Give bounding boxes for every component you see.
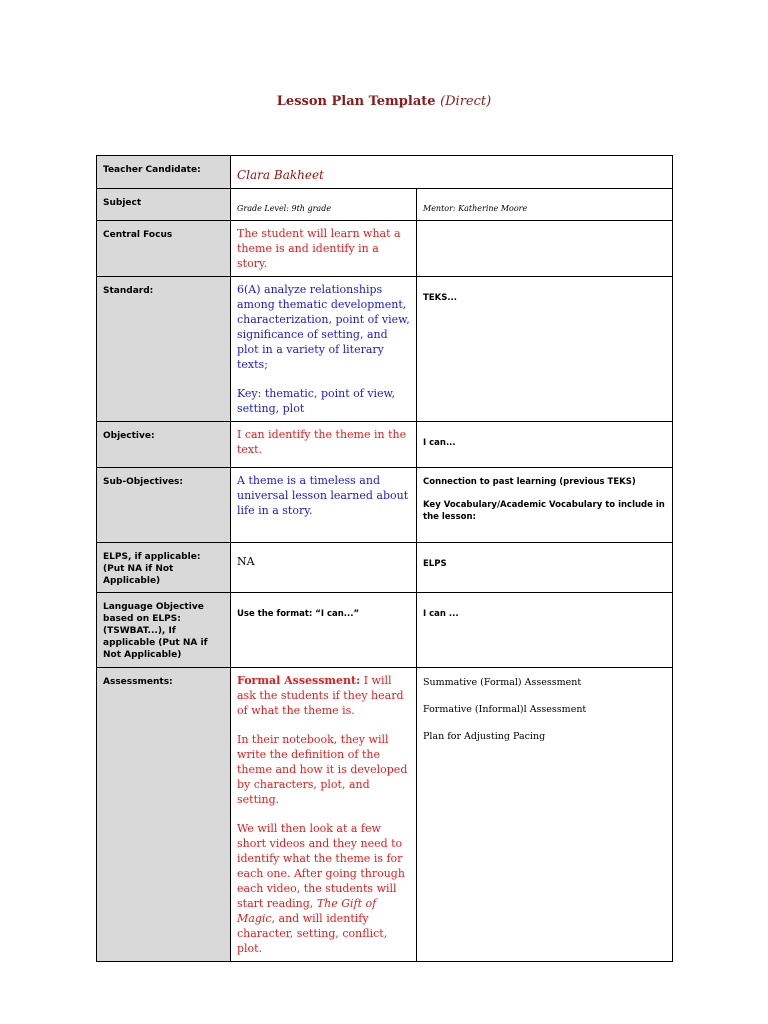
sub-objectives-text: A theme is a timeless and universal lesson learned about life in a story. [237, 474, 409, 517]
standard-text: 6(A) analyze relationships among thematic development, characterization, point of view, significance of setting, and plot in a variety of literary texts; [237, 283, 410, 371]
videos-text-a: We will then look at a few short videos and they need to identify what the theme is for each one. After going through each video, the students will start reading, [237, 822, 405, 910]
row-sub-objectives [97, 468, 673, 543]
notebook-text: In their notebook, they will write the definition of the theme and how it is developed by characters, plot, and setting. [237, 733, 408, 806]
label-central-focus: Central Focus [97, 221, 231, 277]
row-objective [97, 422, 673, 468]
language-objective-ican: I can ... [423, 609, 459, 619]
row-language-objective [97, 593, 673, 668]
key-vocabulary: Key Vocabulary/Academic Vocabulary to include in the lesson: [423, 500, 665, 522]
assessments-right [417, 668, 673, 962]
connection-past-learning: Connection to past learning (previous TEKS) [423, 477, 636, 487]
label-sub-objectives: Sub-Objectives: [97, 468, 231, 543]
page-title [0, 94, 768, 109]
teacher-name: Clara Bakheet [237, 168, 324, 182]
row-central-focus [97, 221, 673, 277]
objective-text: I can identify the theme in the text. [237, 428, 407, 456]
language-objective-text: Use the format: “I can...” [237, 609, 360, 619]
sub-objectives-cell [231, 468, 417, 543]
standard-cell [231, 277, 417, 422]
row-assessments [97, 668, 673, 962]
title-main: Lesson Plan Template [276, 94, 436, 109]
assessments-cell [231, 668, 417, 962]
mentor-cell [417, 189, 673, 221]
row-subject [97, 189, 673, 221]
objective-ican: I can... [423, 438, 456, 448]
central-focus-text: The student will learn what a theme is and identify in a story. [237, 227, 401, 270]
teks-text: TEKS... [423, 293, 457, 303]
language-objective-right [417, 593, 673, 668]
elps-cell [231, 543, 417, 593]
pacing-plan: Plan for Adjusting Pacing [423, 731, 546, 742]
central-focus-cell [231, 221, 417, 277]
elps-value: NA [237, 555, 255, 568]
standard-key: Key: thematic, point of view, setting, plot [237, 387, 396, 415]
label-teacher: Teacher Candidate: [97, 156, 231, 189]
standard-right [417, 277, 673, 422]
central-focus-right [417, 221, 673, 277]
formal-assessment [237, 673, 410, 718]
label-subject: Subject [97, 189, 231, 221]
book-title: The Gift of Magic, [237, 897, 377, 925]
summative-assessment: Summative (Formal) Assessment [423, 677, 582, 688]
videos-text-b: and will identify character, setting, conflict, plot. [237, 912, 388, 955]
label-objective: Objective: [97, 422, 231, 468]
row-teacher [97, 156, 673, 189]
elps-right-text: ELPS [423, 559, 447, 569]
mentor: Mentor: Katherine Moore [423, 204, 528, 213]
label-elps: ELPS, if applicable: (Put NA if Not Applicable) [97, 543, 231, 593]
label-assessments: Assessments: [97, 668, 231, 962]
label-language-objective: Language Objective based on ELPS: (TSWBAT...), If applicable (Put NA if Not Applicable) [97, 593, 231, 668]
objective-right [417, 422, 673, 468]
title-sub: (Direct) [440, 94, 492, 109]
formal-assessment-text: I will ask the students if they heard of what the theme is. [237, 674, 404, 717]
formative-assessment: Formative (Informal)l Assessment [423, 704, 587, 715]
grade-cell [231, 189, 417, 221]
objective-cell [231, 422, 417, 468]
language-objective-cell [231, 593, 417, 668]
row-standard [97, 277, 673, 422]
formal-assessment-lead: Formal Assessment: [237, 674, 361, 687]
videos-text [237, 821, 410, 956]
sub-objectives-right [417, 468, 673, 543]
label-standard: Standard: [97, 277, 231, 422]
row-elps [97, 543, 673, 593]
lesson-plan-table [96, 155, 673, 962]
elps-right [417, 543, 673, 593]
grade-level: Grade Level: 9th grade [237, 204, 332, 213]
teacher-name-cell [231, 156, 673, 189]
